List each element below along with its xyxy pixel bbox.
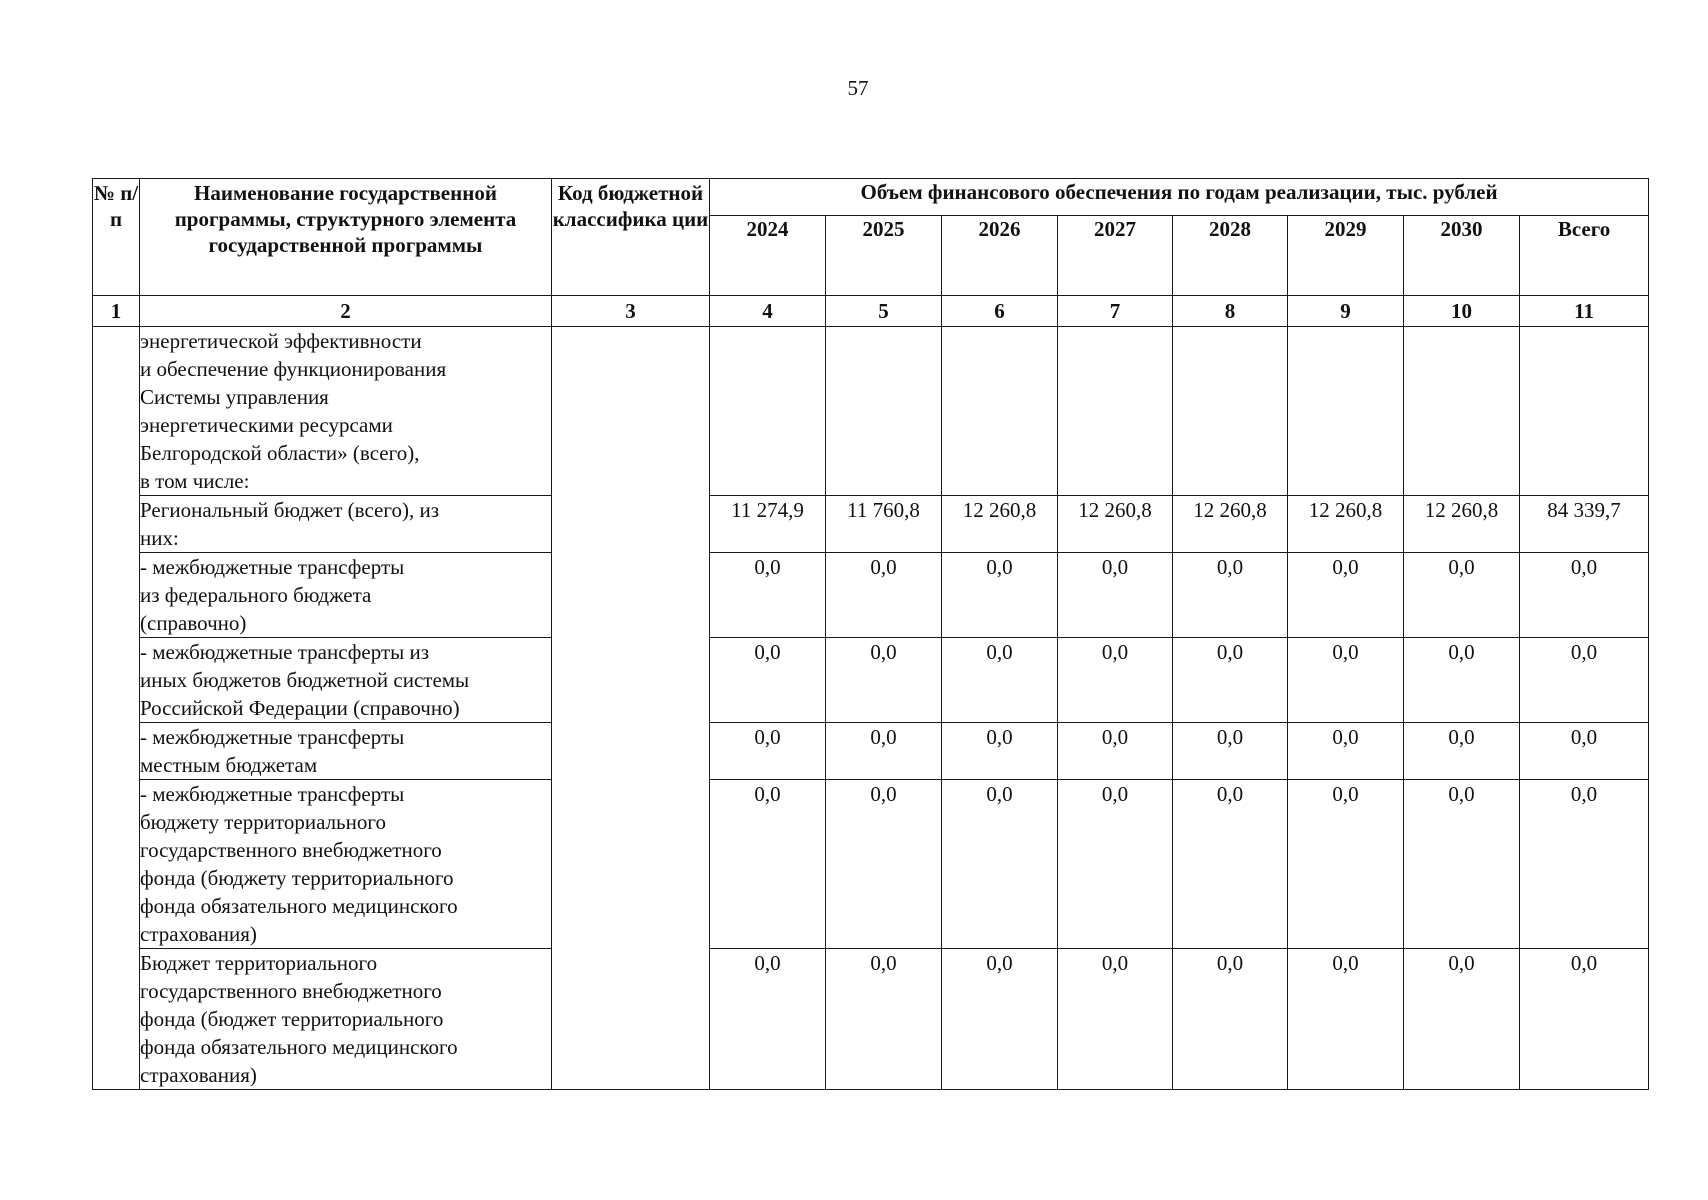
cell-value: 0,0 xyxy=(1058,780,1173,949)
cell-value: 12 260,8 xyxy=(1173,496,1288,553)
cell-name-line: местным бюджетам xyxy=(140,753,318,777)
cell-name-line: из федерального бюджета xyxy=(140,583,372,607)
cell-name-line: - межбюджетные трансферты xyxy=(140,555,405,579)
cell-value: 12 260,8 xyxy=(1288,496,1404,553)
table-row xyxy=(93,496,1649,553)
cell-name-line: них: xyxy=(140,526,179,550)
cell-name-line: государственного внебюджетного xyxy=(140,979,442,1003)
cell-value: 0,0 xyxy=(1404,723,1520,780)
column-number: 9 xyxy=(1288,296,1404,327)
header-code: Код бюджетной классифика ции xyxy=(552,179,710,296)
cell-name-line: Бюджет территориального xyxy=(140,951,378,975)
cell-value: 0,0 xyxy=(1404,949,1520,1090)
cell-value: 11 274,9 xyxy=(710,496,826,553)
cell-total: 0,0 xyxy=(1520,780,1649,949)
cell-value: 0,0 xyxy=(942,638,1058,723)
cell-value: 12 260,8 xyxy=(942,496,1058,553)
cell-name-line: Региональный бюджет (всего), из xyxy=(140,498,439,522)
cell-name-line: фонда (бюджет территориального xyxy=(140,1007,444,1031)
cell-value: 0,0 xyxy=(1288,949,1404,1090)
cell-value: 0,0 xyxy=(710,723,826,780)
financing-table xyxy=(92,178,1649,1090)
cell-value: 0,0 xyxy=(1404,553,1520,638)
column-number: 4 xyxy=(710,296,826,327)
cell-name-line: в том числе: xyxy=(140,469,250,493)
cell-value: 0,0 xyxy=(1288,780,1404,949)
cell-value: 0,0 xyxy=(710,780,826,949)
cell-name xyxy=(140,638,552,723)
header-total: Всего xyxy=(1520,216,1649,296)
cell-name-line: энергетической эффективности xyxy=(140,329,422,353)
column-number: 5 xyxy=(826,296,942,327)
cell-value: 0,0 xyxy=(710,553,826,638)
column-number: 3 xyxy=(552,296,710,327)
table-row xyxy=(93,638,1649,723)
cell-code xyxy=(552,327,710,1090)
cell-name-line: Белгородской области» (всего), xyxy=(140,441,420,465)
cell-name xyxy=(140,723,552,780)
cell-value xyxy=(1288,327,1404,496)
cell-total: 84 339,7 xyxy=(1520,496,1649,553)
cell-value: 0,0 xyxy=(710,949,826,1090)
header-year: 2027 xyxy=(1058,216,1173,296)
cell-value: 12 260,8 xyxy=(1404,496,1520,553)
cell-value: 0,0 xyxy=(1173,638,1288,723)
cell-num xyxy=(93,327,140,1090)
cell-value xyxy=(942,327,1058,496)
cell-value: 0,0 xyxy=(1173,949,1288,1090)
column-number: 1 xyxy=(93,296,140,327)
cell-value: 0,0 xyxy=(942,949,1058,1090)
cell-name-line: - межбюджетные трансферты xyxy=(140,782,405,806)
cell-value: 11 760,8 xyxy=(826,496,942,553)
cell-value: 0,0 xyxy=(1288,723,1404,780)
header-year: 2030 xyxy=(1404,216,1520,296)
cell-value: 0,0 xyxy=(942,553,1058,638)
cell-value: 0,0 xyxy=(826,553,942,638)
header-num: № п/п xyxy=(93,179,140,296)
column-number: 8 xyxy=(1173,296,1288,327)
cell-name-line: иных бюджетов бюджетной системы xyxy=(140,668,470,692)
header-year: 2028 xyxy=(1173,216,1288,296)
header-financing-group: Объем финансового обеспечения по годам реализации, тыс. рублей xyxy=(710,179,1649,216)
header-name: Наименование государственной программы, структурного элемента государственной программы xyxy=(140,179,552,296)
cell-total: 0,0 xyxy=(1520,553,1649,638)
cell-total: 0,0 xyxy=(1520,638,1649,723)
table-row xyxy=(93,780,1649,949)
cell-name-line: - межбюджетные трансферты xyxy=(140,725,405,749)
cell-name-line: фонда обязательного медицинского xyxy=(140,894,458,918)
cell-name xyxy=(140,553,552,638)
cell-name-line: Системы управления xyxy=(140,385,329,409)
cell-value xyxy=(1058,327,1173,496)
cell-value: 12 260,8 xyxy=(1058,496,1173,553)
cell-value: 0,0 xyxy=(826,949,942,1090)
header-year: 2024 xyxy=(710,216,826,296)
cell-name xyxy=(140,496,552,553)
cell-name-line: фонда обязательного медицинского xyxy=(140,1035,458,1059)
header-year: 2029 xyxy=(1288,216,1404,296)
cell-total: 0,0 xyxy=(1520,949,1649,1090)
cell-name xyxy=(140,780,552,949)
cell-name-line: бюджету территориального xyxy=(140,810,386,834)
header-year: 2026 xyxy=(942,216,1058,296)
column-number: 2 xyxy=(140,296,552,327)
cell-total: 0,0 xyxy=(1520,723,1649,780)
column-number: 7 xyxy=(1058,296,1173,327)
cell-value xyxy=(710,327,826,496)
cell-value: 0,0 xyxy=(1058,949,1173,1090)
cell-value: 0,0 xyxy=(1173,723,1288,780)
page-number: 57 xyxy=(847,76,869,100)
table-row xyxy=(93,327,1649,496)
cell-value: 0,0 xyxy=(1058,553,1173,638)
cell-name-line: и обеспечение функционирования xyxy=(140,357,447,381)
cell-name-line: страхования) xyxy=(140,922,257,946)
cell-name-line: Российской Федерации (справочно) xyxy=(140,696,460,720)
table-row xyxy=(93,723,1649,780)
column-number: 11 xyxy=(1520,296,1649,327)
cell-value xyxy=(826,327,942,496)
cell-value: 0,0 xyxy=(1404,780,1520,949)
cell-value: 0,0 xyxy=(1058,638,1173,723)
cell-name-line: энергетическими ресурсами xyxy=(140,413,393,437)
column-number: 6 xyxy=(942,296,1058,327)
cell-value: 0,0 xyxy=(710,638,826,723)
cell-name xyxy=(140,949,552,1090)
cell-name-line: (справочно) xyxy=(140,611,247,635)
cell-value: 0,0 xyxy=(1288,553,1404,638)
cell-value: 0,0 xyxy=(942,780,1058,949)
cell-value: 0,0 xyxy=(1173,553,1288,638)
cell-value: 0,0 xyxy=(1173,780,1288,949)
table-row xyxy=(93,553,1649,638)
header-year: 2025 xyxy=(826,216,942,296)
cell-value xyxy=(1173,327,1288,496)
column-number: 10 xyxy=(1404,296,1520,327)
cell-name xyxy=(140,327,552,496)
cell-value xyxy=(1404,327,1520,496)
cell-value: 0,0 xyxy=(1288,638,1404,723)
cell-name-line: государственного внебюджетного xyxy=(140,838,442,862)
cell-total xyxy=(1520,327,1649,496)
cell-value: 0,0 xyxy=(826,723,942,780)
cell-value: 0,0 xyxy=(826,638,942,723)
cell-value: 0,0 xyxy=(1058,723,1173,780)
table-row xyxy=(93,949,1649,1090)
cell-name-line: - межбюджетные трансферты из xyxy=(140,640,430,664)
cell-value: 0,0 xyxy=(942,723,1058,780)
cell-name-line: страхования) xyxy=(140,1063,257,1087)
cell-value: 0,0 xyxy=(1404,638,1520,723)
cell-value: 0,0 xyxy=(826,780,942,949)
cell-name-line: фонда (бюджету территориального xyxy=(140,866,454,890)
